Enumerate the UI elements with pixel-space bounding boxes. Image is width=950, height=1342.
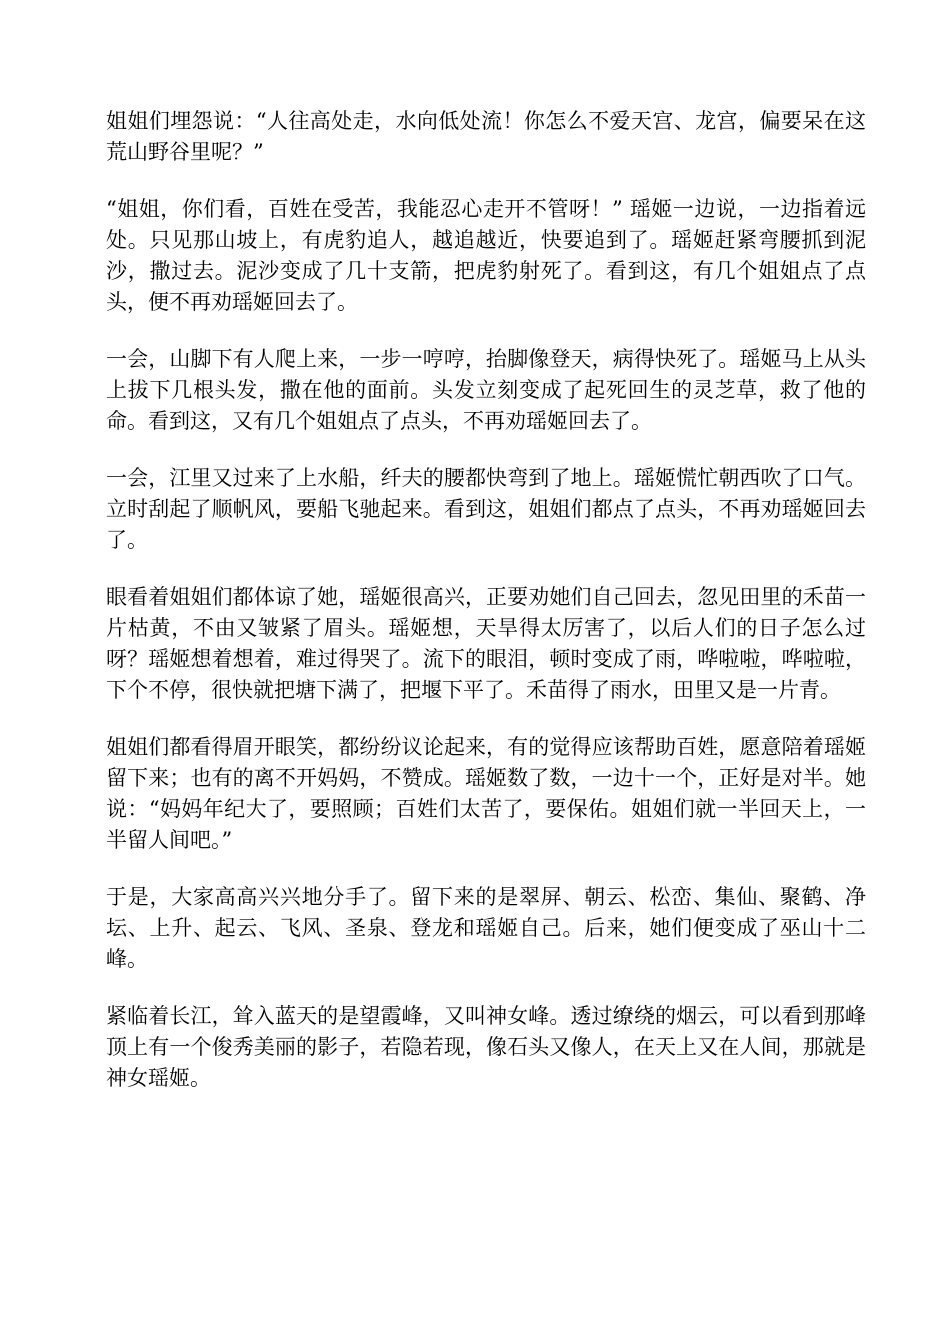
paragraph-1: 姐姐们埋怨说：“人往高处走，水向低处流！你怎么不爱天宫、龙宫，偏要呆在这荒山野谷里呢？” <box>106 109 866 164</box>
paragraph-3: 一会，山脚下有人爬上来，一步一哼哼，抬脚像登天，病得快死了。瑶姬马上从头上拔下几根头发，撒在他的面前。头发立刻变成了起死回生的灵芝草，救了他的命。看到这，又有几个姐姐点了点头，不再劝瑶姬回去了。 <box>106 347 866 433</box>
paragraph-7: 于是，大家高高兴兴地分手了。留下来的是翠屏、朝云、松峦、集仙、聚鹤、净坛、上升、起云、飞风、圣泉、登龙和瑶姬自己。后来，她们便变成了巫山十二峰。 <box>106 885 866 971</box>
paragraph-6: 姐姐们都看得眉开眼笑，都纷纷议论起来，有的觉得应该帮助百姓，愿意陪着瑶姬留下来；也有的离不开妈妈，不赞成。瑶姬数了数，一边十一个，正好是对半。她说：“妈妈年纪大了，要照顾；百姓们太苦了，要保佑。姐姐们就一半回天上，一半留人间吧。” <box>106 735 866 852</box>
paragraph-2: “姐姐，你们看，百姓在受苦，我能忍心走开不管呀！” 瑶姬一边说，一边指着远处。只见那山坡上，有虎豹追人，越追越近，快要追到了。瑶姬赶紧弯腰抓到泥沙，撒过去。泥沙变成了几十支箭，把虎豹射死了。看到这，有几个姐姐点了点头，便不再劝瑶姬回去了。 <box>106 197 866 314</box>
paragraph-5: 眼看着姐姐们都体谅了她，瑶姬很高兴，正要劝她们自己回去，忽见田里的禾苗一片枯黄，不由又皱紧了眉头。瑶姬想，天旱得太厉害了，以后人们的日子怎么过呀？瑶姬想着想着，难过得哭了。流下的眼泪，顿时变成了雨，哗啦啦，哗啦啦，下个不停，很快就把塘下满了，把堰下平了。禾苗得了雨水，田里又是一片青。 <box>106 585 866 702</box>
document-body <box>106 106 866 1120</box>
paragraph-8: 紧临着长江，耸入蓝天的是望霞峰，又叫神女峰。透过缭绕的烟云，可以看到那峰顶上有一个俊秀美丽的影子，若隐若现，像石头又像人，在天上又在人间，那就是神女瑶姬。 <box>106 1004 866 1090</box>
paragraph-4: 一会，江里又过来了上水船，纤夫的腰都快弯到了地上。瑶姬慌忙朝西吹了口气。立时刮起了顺帆风，要船飞驰起来。看到这，姐姐们都点了点头，不再劝瑶姬回去了。 <box>106 466 866 552</box>
